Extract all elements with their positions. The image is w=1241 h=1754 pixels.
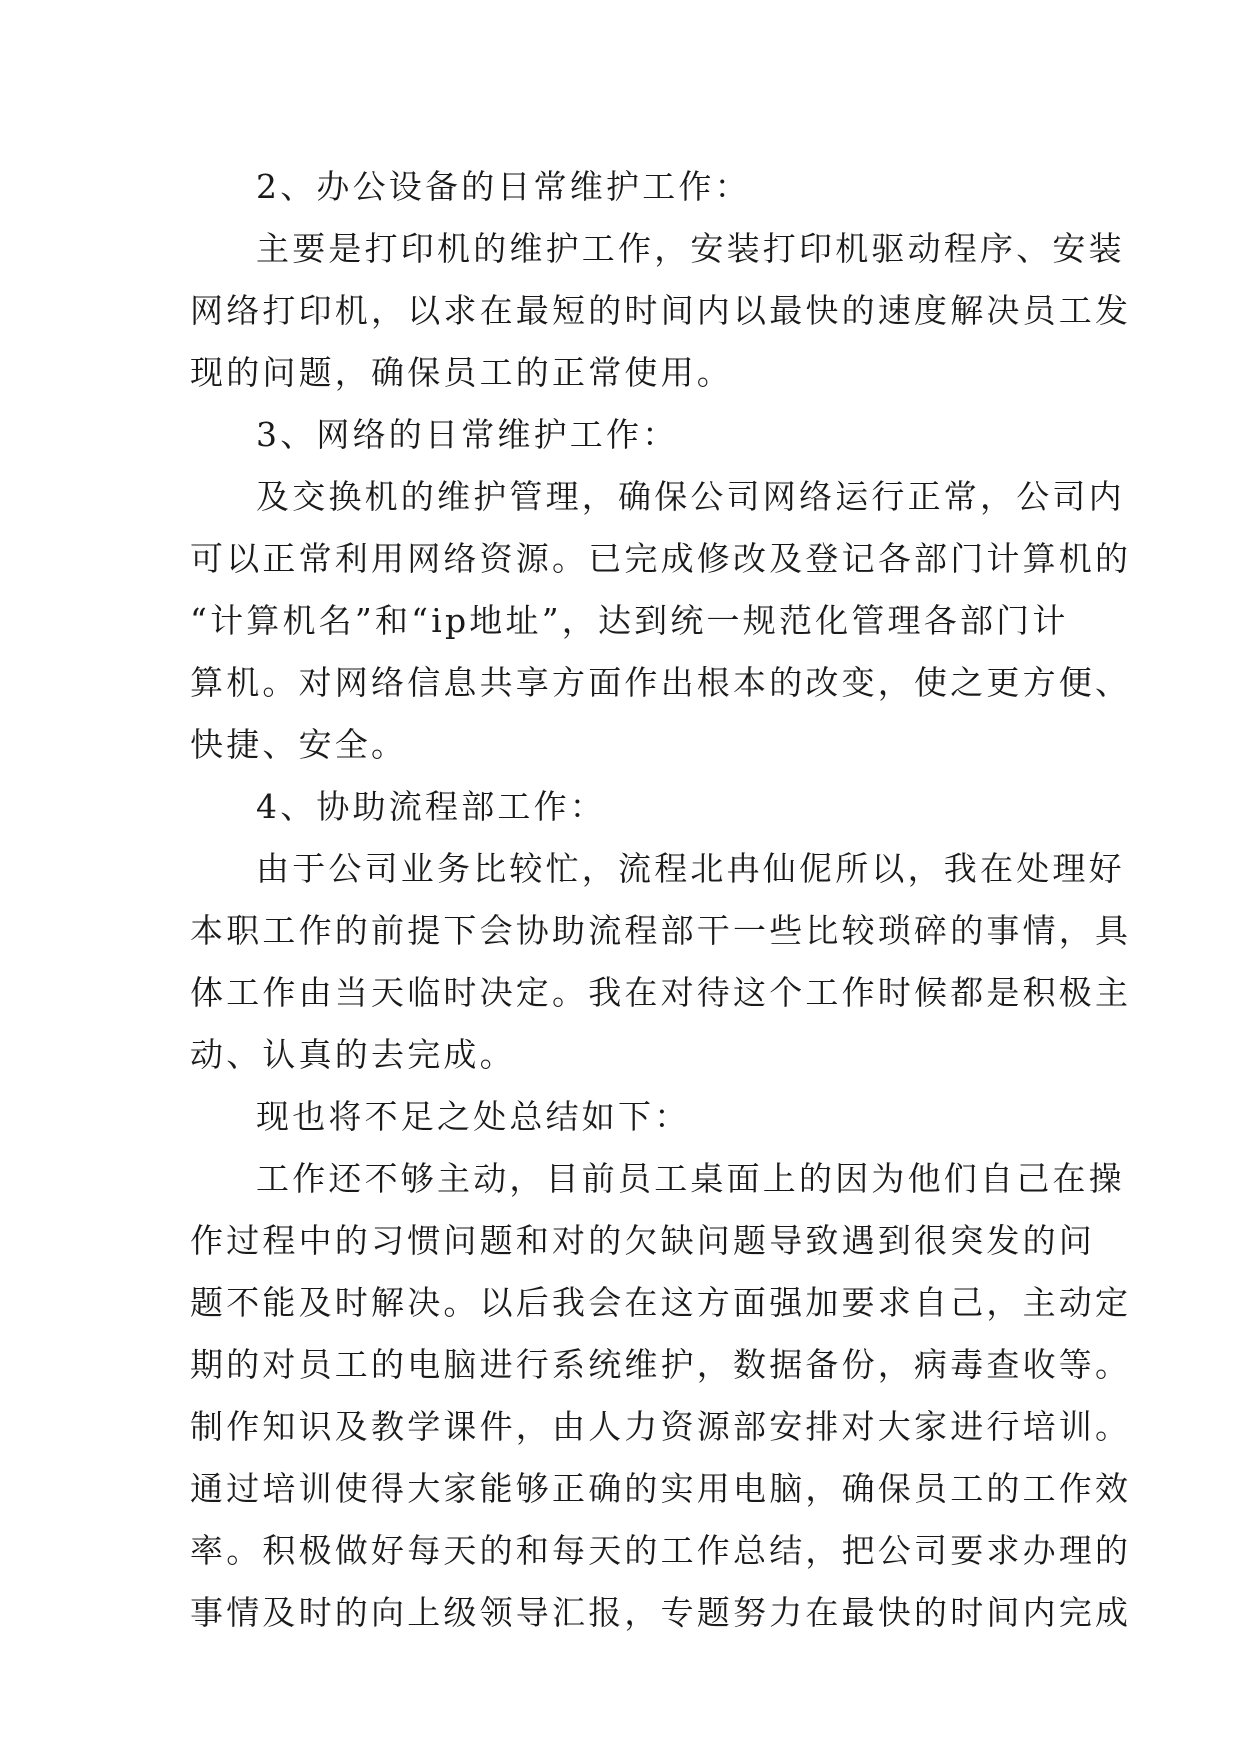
paragraph-line: 现的问题，确保员工的正常使用。 xyxy=(190,353,733,392)
paragraph-line: 主要是打印机的维护工作，安装打印机驱动程序、安装 xyxy=(256,229,1125,268)
paragraph-line: 制作知识及教学课件，由人力资源部安排对大家进行培训。 xyxy=(190,1407,1132,1446)
paragraph-line: 体工作由当天临时决定。我在对待这个工作时候都是积极主 xyxy=(190,973,1132,1012)
paragraph-line: 率。积极做好每天的和每天的工作总结，把公司要求办理的 xyxy=(190,1531,1132,1570)
section-heading-process-dept: 4、协助流程部工作： xyxy=(256,787,606,826)
paragraph-line: 本职工作的前提下会协助流程部干一些比较琐碎的事情，具 xyxy=(190,911,1132,950)
paragraph-line: 网络打印机，以求在最短的时间内以最快的速度解决员工发 xyxy=(190,291,1132,330)
paragraph-line: 作过程中的习惯问题和对的欠缺问题导致遇到很突发的问 xyxy=(190,1221,1095,1260)
document-body xyxy=(190,156,1132,1644)
paragraph-line: 事情及时的向上级领导汇报，专题努力在最快的时间内完成 xyxy=(190,1593,1132,1632)
paragraph-line: 动、认真的去完成。 xyxy=(190,1035,516,1074)
section-heading-shortcomings: 现也将不足之处总结如下： xyxy=(256,1097,691,1136)
paragraph-line: 通过培训使得大家能够正确的实用电脑，确保员工的工作效 xyxy=(190,1469,1132,1508)
paragraph-line: 算机。对网络信息共享方面作出根本的改变，使之更方便、 xyxy=(190,663,1132,702)
paragraph-line: 题不能及时解决。以后我会在这方面强加要求自己，主动定 xyxy=(190,1283,1132,1322)
paragraph-line: 可以正常利用网络资源。已完成修改及登记各部门计算机的 xyxy=(190,539,1132,578)
paragraph-line: 及交换机的维护管理，确保公司网络运行正常，公司内 xyxy=(256,477,1125,516)
paragraph-line: 快捷、安全。 xyxy=(190,725,408,764)
paragraph-line: 工作还不够主动，目前员工桌面上的因为他们自己在操 xyxy=(256,1159,1125,1198)
section-heading-office-equipment: 2、办公设备的日常维护工作： xyxy=(256,167,751,206)
paragraph-line: 期的对员工的电脑进行系统维护，数据备份，病毒查收等。 xyxy=(190,1345,1132,1384)
paragraph-line: “计算机名”和“ip地址”，达到统一规范化管理各部门计 xyxy=(190,601,1069,640)
section-heading-network: 3、网络的日常维护工作： xyxy=(256,415,679,454)
paragraph-line: 由于公司业务比较忙，流程北冉仙伲所以，我在处理好 xyxy=(256,849,1125,888)
